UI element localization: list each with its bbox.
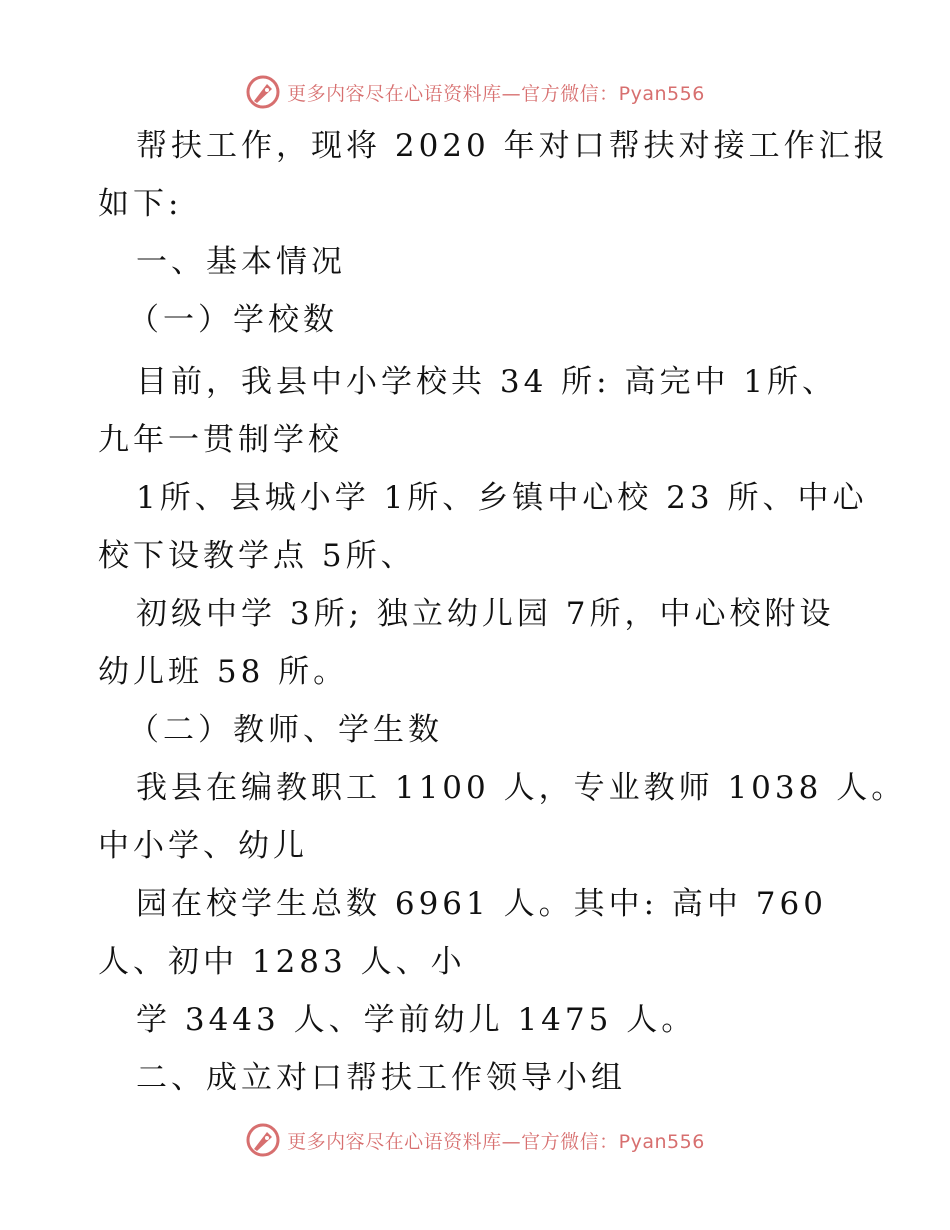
text-line: 九年一贯制学校 — [98, 422, 343, 458]
footer-watermark — [0, 1120, 950, 1160]
pen-nib-circle-icon — [245, 1122, 281, 1158]
text-line: 中小学、幼儿 — [98, 828, 308, 864]
subsection-heading: （二）教师、学生数 — [128, 712, 443, 748]
text-line: 帮扶工作，现将 2020 年对口帮扶对接工作汇报 — [136, 128, 889, 164]
text-line: 校下设教学点 5所、 — [98, 538, 416, 574]
watermark-text: 更多内容尽在心语资料库—官方微信：Pyan556 — [287, 1130, 705, 1153]
header-watermark — [0, 72, 950, 112]
section-heading: 一、基本情况 — [136, 244, 346, 280]
text-line: 园在校学生总数 6961 人。其中: 高中 760 — [136, 886, 827, 922]
text-line: 1所、县城小学 1所、乡镇中心校 23 所、中心 — [136, 480, 868, 516]
pen-nib-circle-icon — [245, 74, 281, 110]
text-line: 学 3443 人、学前幼儿 1475 人。 — [136, 1002, 697, 1038]
watermark-text: 更多内容尽在心语资料库—官方微信：Pyan556 — [287, 82, 705, 105]
subsection-heading: （一）学校数 — [128, 302, 338, 338]
text-line: 我县在编教职工 1100 人，专业教师 1038 人。 — [136, 770, 907, 806]
text-line: 人、初中 1283 人、小 — [98, 944, 466, 980]
text-line: 目前，我县中小学校共 34 所: 高完中 1所、 — [136, 364, 838, 400]
text-line: 如下: — [98, 186, 183, 222]
section-heading: 二、成立对口帮扶工作领导小组 — [136, 1060, 626, 1096]
text-line: 幼儿班 58 所。 — [98, 654, 349, 690]
text-line: 初级中学 3所; 独立幼儿园 7所，中心校附设 — [136, 596, 835, 632]
